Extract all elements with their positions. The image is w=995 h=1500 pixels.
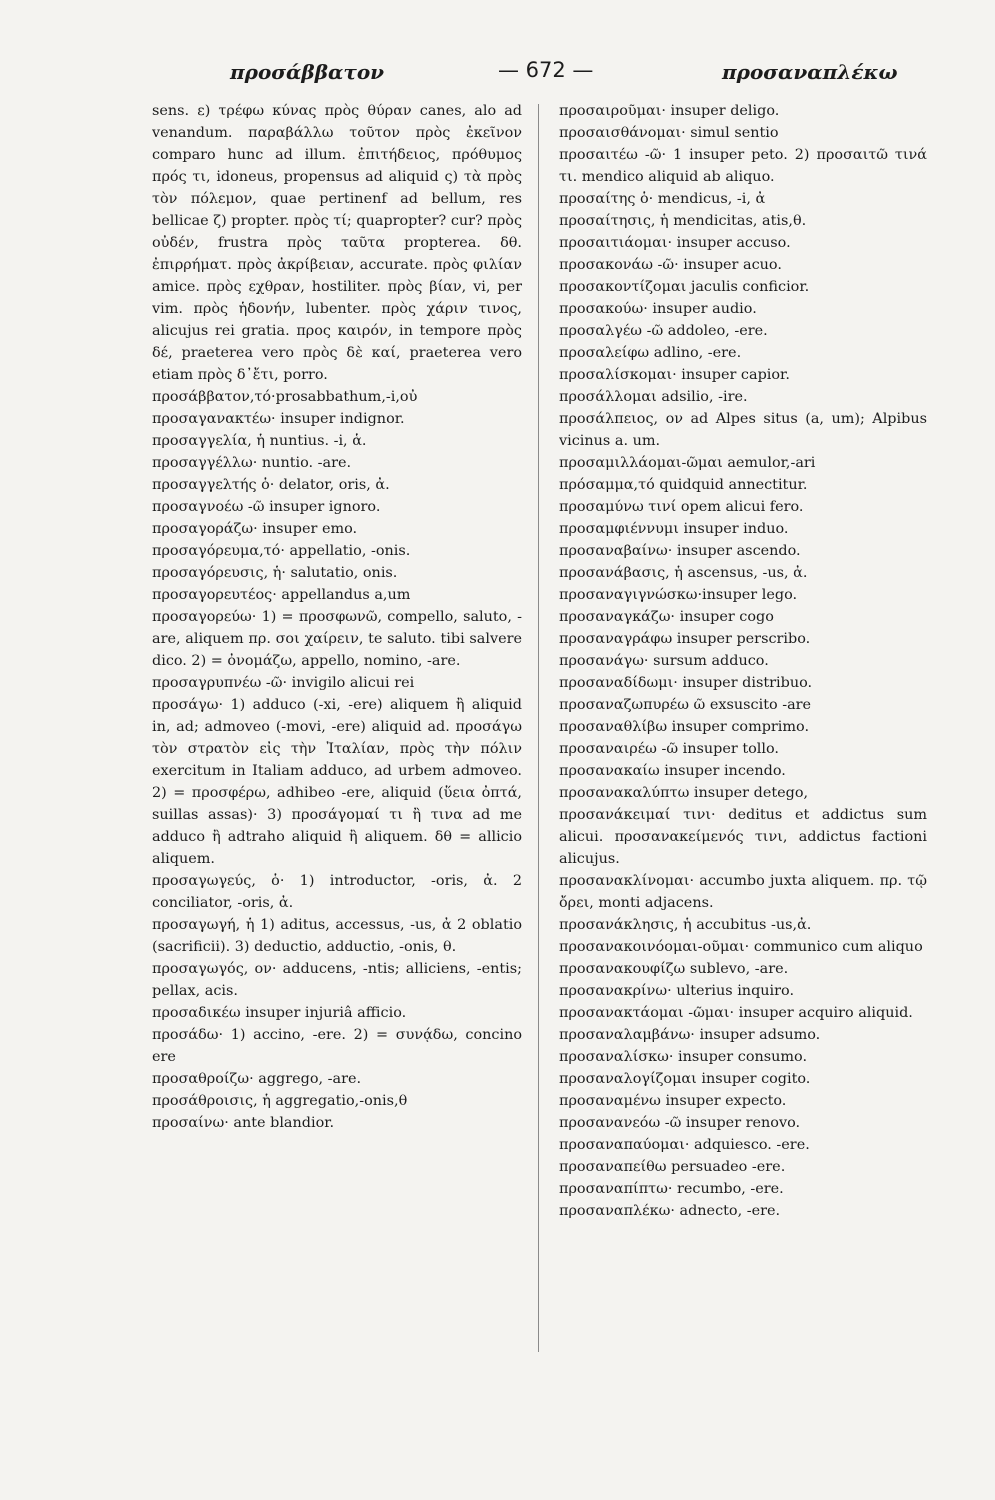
dictionary-entry: προσαναπλέκω· adnecto, -ere. — [559, 1203, 781, 1219]
dictionary-entry: προσανακτάομαι -ῶμαι· insuper acquiro aliquid. — [559, 1005, 913, 1021]
dictionary-entry: προσανακαίω insuper incendo. — [559, 763, 786, 779]
dictionary-entry: προσαναιρέω -ῶ insuper tollo. — [559, 741, 779, 757]
dictionary-entry: προσάλλομαι adsilio, -ire. — [559, 389, 748, 405]
dictionary-entry: προσάγω· 1) adduco (-xi, -ere) aliquem ἢ aliquid in, ad; admoveo (-movi, -ere) aliquid ad. προσάγω τὸν στρατὸν εἰς τὴν Ἰταλίαν, πρὸς τὴν πόλιν exercitum in Italiam adduco, ad urbem admoveo. 2) = προσφέρω, adhibeo -ere, aliquid (ὕεια ὀπτά, suillas assas)· 3) προσάγομαί τι ἢ τινα ad me adduco ἢ adtraho aliquid ἢ aliquem. δθ = allicio aliquem. — [152, 697, 522, 867]
dictionary-entry: προσακούω· insuper audio. — [559, 301, 757, 317]
dictionary-entry: προσαγανακτέω· insuper indignor. — [152, 411, 405, 427]
dictionary-entry: προσανανεόω -ῶ insuper renovo. — [559, 1115, 801, 1131]
dictionary-entry: προσαναπαύομαι· adquiesco. -ere. — [559, 1137, 810, 1153]
dictionary-entry: προσανάκειμαί τινι· deditus et addictus sum alicui. προσανακείμενός τινι, addictus factioni alicujus. — [559, 807, 927, 867]
dictionary-entry: προσαναγράφω insuper perscribo. — [559, 631, 811, 647]
dictionary-entry: προσαγγελία, ἡ nuntius. -i, ἁ. — [152, 433, 367, 449]
dictionary-entry: προσαλείφω adlino, -ere. — [559, 345, 742, 361]
dictionary-entry: πρόσαμμα,τό quidquid annectitur. — [559, 477, 808, 493]
dictionary-entry: προσαναζωπυρέω ῶ exsuscito -are — [559, 697, 812, 713]
dictionary-entry: προσαγρυπνέω -ῶ· invigilo alicui rei — [152, 675, 415, 691]
dictionary-entry: προσαναδίδωμι· insuper distribuo. — [559, 675, 813, 691]
dictionary-entry: προσάθροισις, ἡ aggregatio,-onis,θ — [152, 1093, 408, 1109]
right-running-headword: προσαναπλέκω — [722, 60, 898, 84]
dictionary-entry: προσαναγιγνώσκω·insuper lego. — [559, 587, 798, 603]
dictionary-entry: προσαναγκάζω· insuper cogo — [559, 609, 774, 625]
dictionary-entry: προσαγγελτής ὁ· delator, oris, ἀ. — [152, 477, 390, 493]
dictionary-entry: προσαιτέω -ῶ· 1 insuper peto. 2) προσαιτῶ τινά τι. mendico aliquid ab aliquo. — [559, 147, 927, 185]
dictionary-entry: προσανακρίνω· ulterius inquiro. — [559, 983, 795, 999]
dictionary-entry: προσαιτιάομαι· insuper accuso. — [559, 235, 791, 251]
dictionary-entry: προσαγωγεύς, ὁ· 1) introductor, -oris, ἀ. 2 conciliator, -oris, ἀ. — [152, 873, 522, 911]
dictionary-entry: προσαγωγός, ον· adducens, -ntis; alliciens, -entis; pellax, acis. — [152, 961, 522, 999]
dictionary-entry: προσανακαλύπτω insuper detego, — [559, 785, 809, 801]
dictionary-entry: προσαλίσκομαι· insuper capior. — [559, 367, 790, 383]
dictionary-entry: προσαγωγή, ἡ 1) aditus, accessus, -us, ἀ 2 oblatio (sacrificii). 3) deductio, adductio, -onis, θ. — [152, 917, 522, 955]
dictionary-entry: προσαμιλλάομαι-ῶμαι aemulor,-ari — [559, 455, 816, 471]
dictionary-entry: προσάλπειος, ον ad Alpes situs (a, um); Alpibus vicinus a. um. — [559, 411, 927, 449]
dictionary-entry: προσαναλίσκω· insuper consumo. — [559, 1049, 808, 1065]
dictionary-entry: προσαγορεύω· 1) = προσφωνῶ, compello, saluto, -are, aliquem πρ. σοι χαίρειν, te saluto. tibi salvere dico. 2) = ὀνομάζω, appello, nomino, -are. — [152, 609, 522, 669]
page-number: — 672 — — [498, 58, 594, 82]
dictionary-entry: προσαναλαμβάνω· insuper adsumo. — [559, 1027, 821, 1043]
dictionary-entry: προσανακοινόομαι-οῦμαι· communico cum aliquo — [559, 939, 923, 955]
dictionary-entry: προσαναλογίζομαι insuper cogito. — [559, 1071, 811, 1087]
column-divider — [538, 104, 539, 1352]
dictionary-entry: προσαίτησις, ἡ mendicitas, atis,θ. — [559, 213, 807, 229]
dictionary-entry: προσαναπίπτω· recumbo, -ere. — [559, 1181, 784, 1197]
left-running-headword: προσάββατον — [230, 60, 385, 84]
dictionary-entry: προσαγοράζω· insuper emo. — [152, 521, 358, 537]
dictionary-entry: προσαναθλίβω insuper comprimo. — [559, 719, 810, 735]
dictionary-entry: προσαγγέλλω· nuntio. -are. — [152, 455, 352, 471]
dictionary-entry: προσαναβαίνω· insuper ascendo. — [559, 543, 801, 559]
dictionary-entry: προσανακουφίζω sublevo, -are. — [559, 961, 789, 977]
dictionary-entry: προσαγνοέω -ῶ insuper ignoro. — [152, 499, 381, 515]
dictionary-entry: προσαισθάνομαι· simul sentio — [559, 125, 779, 141]
dictionary-entry: προσαναπείθω persuadeo -ere. — [559, 1159, 786, 1175]
dictionary-entry: προσαγόρευμα,τό· appellatio, -onis. — [152, 543, 411, 559]
dictionary-entry: προσαμφιέννυμι insuper induo. — [559, 521, 789, 537]
dictionary-entry: προσαλγέω -ῶ addoleo, -ere. — [559, 323, 768, 339]
dictionary-entry: προσαδικέω insuper injuriâ afficio. — [152, 1005, 407, 1021]
dictionary-entry: προσαίνω· ante blandior. — [152, 1115, 335, 1131]
dictionary-entry: προσανάβασις, ἡ ascensus, -us, ἀ. — [559, 565, 808, 581]
dictionary-entry: προσάββατον,τό·prosabbathum,-i,οὐ — [152, 389, 418, 405]
dictionary-entry: sens. ε) τρέφω κύνας πρὸς θύραν canes, alo ad venandum. παραβάλλω τοῦτον πρὸς ἐκεῖνον comparo hunc ad illum. ἐπιτήδειος, πρόθυμος πρός τι, idoneus, propensus ad aliquid ς) τὰ πρὸς τὸν πόλεμον, quae pertinenf ad bellum, res bellicae ζ) propter. πρὸς τί; quapropter? cur? πρὸς οὐδέν, frustra πρὸς ταῦτα propterea. δθ. ἐπιρρήματ. πρὸς ἀκρίβειαν, accurate. πρὸς φιλίαν amice. πρὸς εχθραν, hostiliter. πρὸς βίαν, vi, per vim. πρὸς ἡδονήν, lubenter. πρὸς χάριν τινος, alicujus rei gratia. προς καιρόν, in tempore πρὸς δέ, praeterea vero πρὸς δὲ καί, praeterea vero etiam πρὸς δ᾽ἔτι, porro. — [152, 103, 522, 383]
dictionary-entry: προσαναμένω insuper expecto. — [559, 1093, 787, 1109]
dictionary-entry: προσαιροῦμαι· insuper deligo. — [559, 103, 780, 119]
dictionary-entry: προσαίτης ὁ· mendicus, -i, ἀ — [559, 191, 766, 207]
dictionary-entry: προσάδω· 1) accino, -ere. 2) = συνᾴδω, concino ere — [152, 1027, 522, 1065]
running-header — [0, 50, 995, 90]
dictionary-entry: προσανάκλησις, ἡ accubitus -us,ἀ. — [559, 917, 812, 933]
dictionary-entry: προσανάγω· sursum adduco. — [559, 653, 769, 669]
dictionary-entry: προσαγορευτέος· appellandus a,um — [152, 587, 411, 603]
dictionary-entry: προσακοντίζομαι jaculis conficior. — [559, 279, 810, 295]
dictionary-entry: προσαμύνω τινί opem alicui fero. — [559, 499, 804, 515]
dictionary-entry: προσαγόρευσις, ἡ· salutatio, onis. — [152, 565, 398, 581]
left-column — [152, 100, 522, 1480]
right-column — [559, 100, 927, 1480]
dictionary-entry: προσαθροίζω· aggrego, -are. — [152, 1071, 362, 1087]
dictionary-entry: προσανακλίνομαι· accumbo juxta aliquem. πρ. τῷ ὄρει, monti adjacens. — [559, 873, 927, 911]
dictionary-entry: προσακονάω -ῶ· insuper acuo. — [559, 257, 782, 273]
